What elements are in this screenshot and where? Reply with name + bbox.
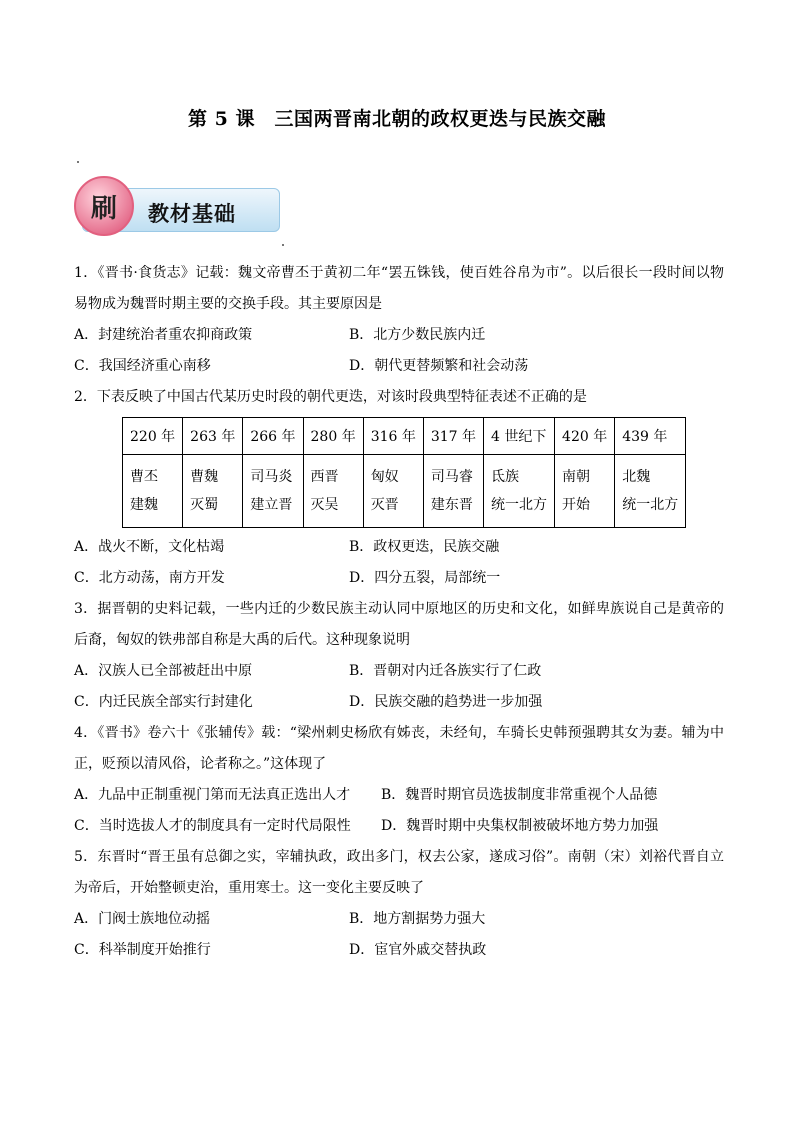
decorative-dot <box>282 244 284 246</box>
option-a[interactable]: A．战火不断，文化枯竭 <box>74 539 225 555</box>
event-cell <box>303 455 363 528</box>
year-cell: 316 年 <box>363 418 423 455</box>
options <box>74 656 724 718</box>
event-line: 司马炎 <box>250 469 293 485</box>
question-stem: 4．《晋书》卷六十《张辅传》载：“梁州刺史杨欣有姊丧，未经旬，车骑长史韩预强聘其女为妻。辅为中正，贬预以清风俗，论者称之。”这体现了 <box>74 725 724 772</box>
event-line: 曹魏 <box>190 469 219 485</box>
table-row-years <box>123 418 686 455</box>
option-b[interactable]: B．晋朝对内迁各族实行了仁政 <box>349 663 542 679</box>
question-stem: 3．据晋朝的史料记载，一些内迁的少数民族主动认同中原地区的历史和文化，如鲜卑族说自己是黄帝的后裔，匈奴的铁弗部自称是大禹的后代。这种现象说明 <box>74 601 724 648</box>
dynasty-table <box>122 417 686 528</box>
event-cell <box>615 455 686 528</box>
question-2 <box>74 382 724 594</box>
section-banner <box>74 178 280 236</box>
event-line: 统一北方 <box>491 497 548 513</box>
options <box>74 320 724 382</box>
year-cell: 280 年 <box>303 418 363 455</box>
question-stem: 1．《晋书·食货志》记载：魏文帝曹丕于黄初二年“罢五铢钱，使百姓谷帛为市”。以后很长一段时间以物易物成为魏晋时期主要的交换手段。其主要原因是 <box>74 265 724 312</box>
event-line: 灭晋 <box>370 497 399 513</box>
page-title: 第 5 课 三国两晋南北朝的政权更迭与民族交融 <box>188 108 606 130</box>
option-b[interactable]: B．北方少数民族内迁 <box>349 327 486 343</box>
brush-icon: 刷 <box>74 176 134 236</box>
table-row-events <box>123 455 686 528</box>
event-line: 司马睿 <box>430 469 473 485</box>
option-d[interactable]: D．四分五裂，局部统一 <box>349 570 501 586</box>
event-line: 统一北方 <box>622 497 679 513</box>
event-line: 氐族 <box>491 469 520 485</box>
year-cell: 4 世纪下 <box>484 418 555 455</box>
event-cell <box>243 455 303 528</box>
option-a[interactable]: A．门阀士族地位动摇 <box>74 911 211 927</box>
options <box>74 532 724 594</box>
event-cell <box>484 455 555 528</box>
option-d[interactable]: D．宦官外戚交替执政 <box>349 942 487 958</box>
year-cell: 220 年 <box>123 418 183 455</box>
event-cell <box>183 455 243 528</box>
section-label: 教材基础 <box>148 201 236 226</box>
year-cell: 317 年 <box>423 418 483 455</box>
option-c[interactable]: C．我国经济重心南移 <box>74 358 211 374</box>
option-c[interactable]: C．北方动荡，南方开发 <box>74 570 225 586</box>
question-list <box>74 258 724 966</box>
event-line: 南朝 <box>562 469 591 485</box>
option-b[interactable]: B．魏晋时期官员选拔制度非常重视个人品德 <box>381 787 658 803</box>
option-c[interactable]: C．当时选拔人才的制度具有一定时代局限性 <box>74 818 351 834</box>
event-line: 北魏 <box>622 469 651 485</box>
question-3 <box>74 594 724 718</box>
option-a[interactable]: A．汉族人已全部被赶出中原 <box>74 663 253 679</box>
question-4 <box>74 718 724 842</box>
option-a[interactable]: A．封建统治者重农抑商政策 <box>74 327 253 343</box>
event-cell <box>423 455 483 528</box>
event-line: 灭吴 <box>310 497 339 513</box>
event-cell <box>363 455 423 528</box>
option-b[interactable]: B．政权更迭，民族交融 <box>349 539 500 555</box>
event-line: 建魏 <box>130 497 158 513</box>
event-line: 匈奴 <box>370 469 399 485</box>
option-b[interactable]: B．地方割据势力强大 <box>349 911 486 927</box>
year-cell: 420 年 <box>555 418 615 455</box>
event-cell <box>123 455 183 528</box>
option-d[interactable]: D．朝代更替频繁和社会动荡 <box>349 358 529 374</box>
options <box>74 904 724 966</box>
question-1 <box>74 258 724 382</box>
event-line: 曹丕 <box>130 469 158 485</box>
option-d[interactable]: D．魏晋时期中央集权制被破坏地方势力加强 <box>381 818 659 834</box>
event-line: 西晋 <box>310 469 339 485</box>
event-line: 开始 <box>562 497 591 513</box>
question-stem: 5．东晋时“晋王虽有总御之实，宰辅执政，政出多门，权去公家，遂成习俗”。南朝（宋）刘裕代晋自立为帝后，开始整顿吏治，重用寒士。这一变化主要反映了 <box>74 849 724 896</box>
option-c[interactable]: C．科举制度开始推行 <box>74 942 211 958</box>
event-cell <box>555 455 615 528</box>
event-line: 建东晋 <box>430 497 473 513</box>
year-cell: 439 年 <box>615 418 686 455</box>
option-c[interactable]: C．内迁民族全部实行封建化 <box>74 694 253 710</box>
option-a[interactable]: A．九品中正制重视门第而无法真正选出人才 <box>74 787 351 803</box>
event-line: 灭蜀 <box>190 497 219 513</box>
decorative-dot <box>77 161 79 163</box>
option-d[interactable]: D．民族交融的趋势进一步加强 <box>349 694 543 710</box>
year-cell: 266 年 <box>243 418 303 455</box>
event-line: 建立晋 <box>250 497 293 513</box>
question-5 <box>74 842 724 966</box>
question-stem: 2．下表反映了中国古代某历史时段的朝代更迭，对该时段典型特征表述不正确的是 <box>74 389 587 405</box>
year-cell: 263 年 <box>183 418 243 455</box>
options <box>74 780 724 842</box>
